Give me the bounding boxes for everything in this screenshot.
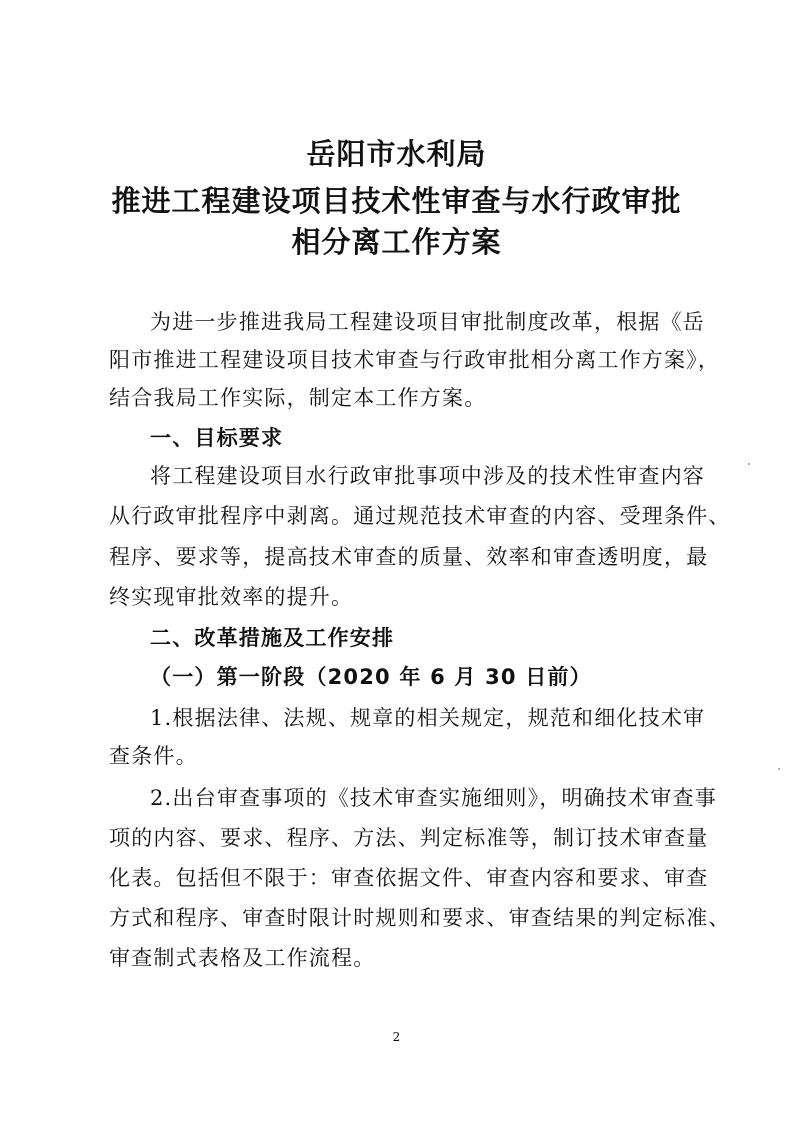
intro-line-2: 阳市推进工程建设项目技术审查与行政审批相分离工作方案》， [109,348,721,372]
scan-speck [748,463,750,465]
document-title-line-3: 相分离工作方案 [291,225,502,259]
scan-speck [778,768,780,770]
item-2-line-1: 2.出台审查事项的《技术审查实施细则》，明确技术审查事 [150,786,717,810]
phase-1-subheading: （一）第一阶段（2020 年 6 月 30 日前） [150,665,592,689]
section-1-line-4: 终实现审批效率的提升。 [109,585,354,609]
item-2-line-4: 方式和程序、审查时限计时规则和要求、审查结果的判定标准、 [109,906,731,930]
intro-line-1: 为进一步推进我局工程建设项目审批制度改革，根据《岳 [150,310,705,334]
item-2-line-5: 审查制式表格及工作流程。 [109,946,376,970]
section-2-heading: 二、改革措施及工作安排 [150,626,395,650]
page-number: 2 [392,1030,401,1044]
section-1-line-1: 将工程建设项目水行政审批事项中涉及的技术性审查内容 [150,464,705,488]
section-1-heading: 一、目标要求 [150,426,284,450]
item-1-line-1: 1.根据法律、法规、规章的相关规定，规范和细化技术审 [150,706,706,730]
item-2-line-3: 化表。包括但不限于：审查依据文件、审查内容和要求、审查 [109,866,709,890]
document-title-line-1: 岳阳市水利局 [306,137,487,171]
item-1-line-2: 查条件。 [109,744,198,768]
item-2-line-2: 项的内容、要求、程序、方法、判定标准等，制订技术审查量 [109,826,709,850]
document-title-line-2: 推进工程建设项目技术性审查与水行政审批 [111,184,682,218]
intro-line-3: 结合我局工作实际，制定本工作方案。 [109,386,487,410]
section-1-line-3: 程序、要求等，提高技术审查的质量、效率和审查透明度，最 [109,545,709,569]
section-1-line-2: 从行政审批程序中剥离。通过规范技术审查的内容、受理条件、 [109,504,731,528]
